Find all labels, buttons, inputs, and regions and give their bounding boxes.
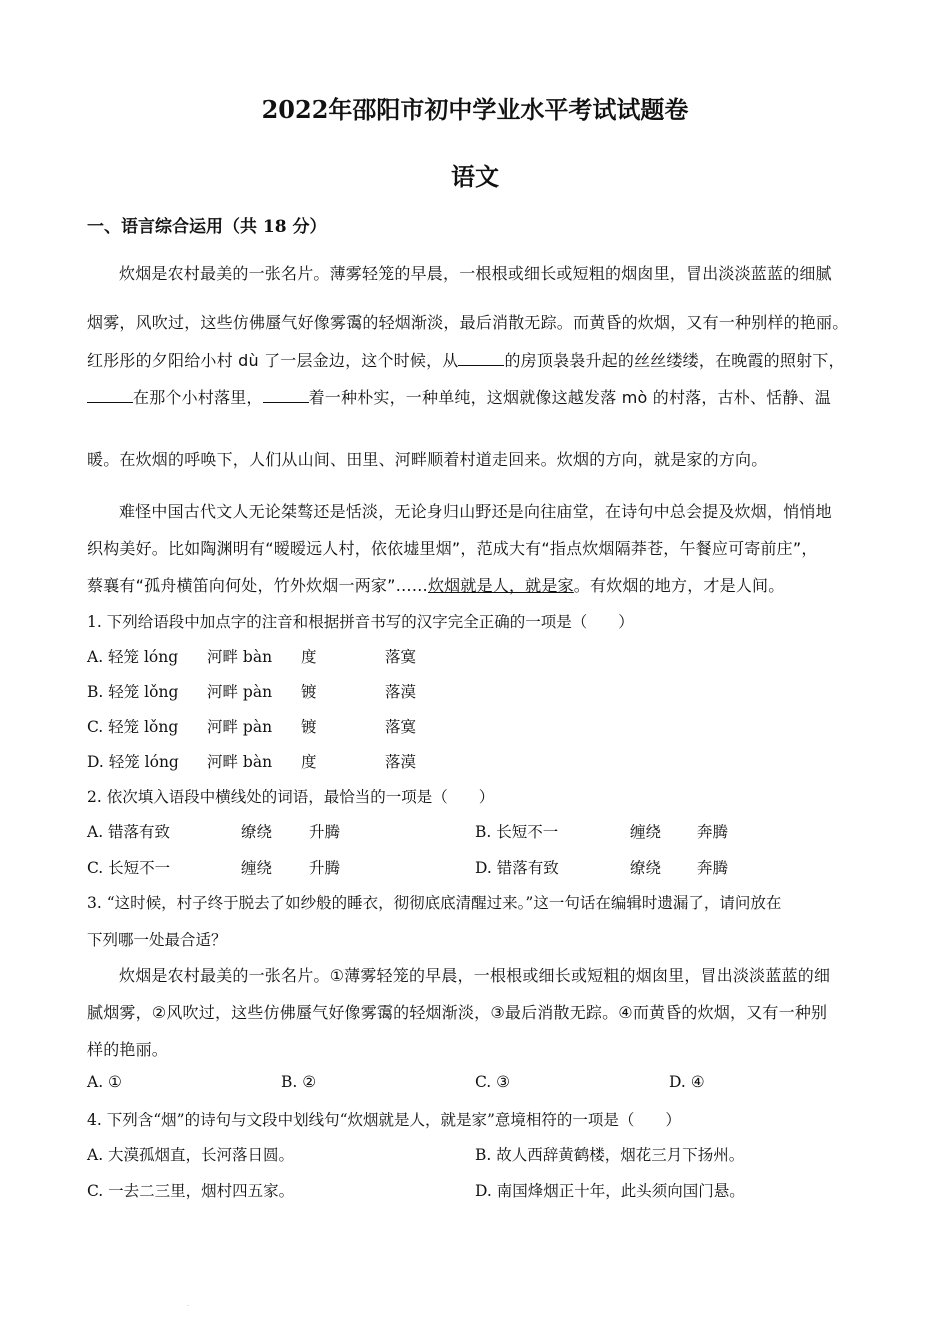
q2-option-b-item: 缠绕 [630, 823, 662, 841]
q1-option-d-item: 度 [301, 753, 317, 771]
q2-option-a[interactable]: A. 错落有致 [87, 823, 171, 841]
q2-option-d-item: 奔腾 [697, 859, 729, 877]
passage-line [87, 385, 831, 408]
q1-option-d[interactable]: D. 轻笼 lóng [87, 753, 179, 771]
passage-text: 蔡襄有“孤舟横笛向何处，竹外炊烟一两家”…… [87, 576, 428, 595]
q1-option-c-item: 镀 [301, 718, 317, 736]
passage-line [87, 348, 845, 371]
q2-option-a-item: 升腾 [309, 823, 341, 841]
section-heading: 一、语言综合运用（共 18 分） [87, 217, 327, 237]
q3-passage-line: 样的艳丽。 [87, 1040, 169, 1059]
q1-option-a-item: 河畔 bàn [207, 648, 273, 666]
question-4-stem: 4. 下列含“烟”的诗句与文段中划线句“炊烟就是人，就是家”意境相符的一项是（ ） [87, 1111, 681, 1129]
passage-line: 织构美好。比如陶渊明有“暧暧远人村，依依墟里烟”，范成大有“指点炊烟隔莽苍，午餐应可寄前庄”， [87, 539, 818, 558]
q3-passage-line: 腻烟雾，②风吹过，这些仿佛蜃气好像雾霭的轻烟渐淡，③最后消散无踪。④而黄昏的炊烟，又有一种别 [87, 1003, 828, 1022]
q1-option-b-item: 镀 [301, 683, 317, 701]
q4-option-d[interactable]: D. 南国烽烟正十年，此头须向国门悬。 [475, 1182, 745, 1200]
footer-mark: · [187, 1303, 189, 1310]
q1-option-b-item: 河畔 pàn [207, 683, 273, 701]
q1-option-a-item: 落寞 [385, 648, 417, 666]
q3-option-a[interactable]: A. ① [87, 1073, 122, 1091]
q3-option-d[interactable]: D. ④ [669, 1073, 705, 1091]
question-3-stem: 下列哪一处最合适？ [87, 931, 227, 949]
fill-blank-2 [87, 389, 133, 403]
q2-option-d[interactable]: D. 错落有致 [475, 859, 559, 877]
exam-title: 2022年邵阳市初中学业水平考试试题卷 [261, 95, 689, 124]
q4-option-b[interactable]: B. 故人西辞黄鹤楼，烟花三月下扬州。 [475, 1146, 745, 1164]
q1-option-d-item: 河畔 bàn [207, 753, 273, 771]
q1-option-c-item: 河畔 pàn [207, 718, 273, 736]
q1-option-b[interactable]: B. 轻笼 lǒng [87, 683, 179, 701]
q4-option-c[interactable]: C. 一去二三里，烟村四五家。 [87, 1182, 295, 1200]
question-3-stem: 3. “这时候，村子终于脱去了如纱般的睡衣，彻彻底底清醒过来。”这一句话在编辑时遗漏了，请问放在 [87, 894, 782, 912]
q1-option-c-item: 落寞 [385, 718, 417, 736]
q2-option-a-item: 缭绕 [241, 823, 273, 841]
passage-line: 烟雾，风吹过，这些仿佛蜃气好像雾霭的轻烟渐淡，最后消散无踪。而黄昏的炊烟，又有一种别样的艳丽。 [87, 313, 849, 332]
q3-option-c[interactable]: C. ③ [475, 1073, 511, 1091]
q1-option-b-item: 落漠 [385, 683, 417, 701]
q4-option-a[interactable]: A. 大漠孤烟直，长河落日圆。 [87, 1146, 295, 1164]
question-2-stem: 2. 依次填入语段中横线处的词语，最恰当的一项是（ ） [87, 788, 495, 806]
passage-text: 在那个小村落里， [133, 388, 263, 407]
q2-option-b[interactable]: B. 长短不一 [475, 823, 559, 841]
q1-option-d-item: 落漠 [385, 753, 417, 771]
passage-line: 暖。在炊烟的呼唤下，人们从山间、田里、河畔顺着村道走回来。炊烟的方向，就是家的方向。 [87, 450, 768, 469]
q2-option-d-item: 缭绕 [630, 859, 662, 877]
passage-line: 难怪中国古代文人无论桀骜还是恬淡，无论身归山野还是向往庙堂，在诗句中总会提及炊烟，悄悄地 [119, 502, 832, 521]
fill-blank-3 [263, 389, 309, 403]
underlined-sentence: 炊烟就是人，就是家 [427, 576, 574, 595]
passage-text: 的房顶袅袅升起的丝丝缕缕，在晚霞的照射下， [504, 351, 845, 370]
passage-text: 着一种朴实，一种单纯，这烟就像这越发落 mò 的村落，古朴、恬静、温 [308, 388, 831, 407]
passage-line: 炊烟是农村最美的一张名片。薄雾轻笼的早晨，一根根或细长或短粗的烟囱里，冒出淡淡蓝蓝的细腻 [119, 264, 832, 283]
q1-option-a[interactable]: A. 轻笼 lóng [87, 648, 179, 666]
q3-option-b[interactable]: B. ② [281, 1073, 317, 1091]
question-1-stem: 1. 下列给语段中加点字的注音和根据拼音书写的汉字完全正确的一项是（ ） [87, 613, 634, 631]
q1-option-a-item: 度 [301, 648, 317, 666]
q3-passage-line: 炊烟是农村最美的一张名片。①薄雾轻笼的早晨，一根根或细长或短粗的烟囱里，冒出淡淡蓝蓝的细 [119, 966, 831, 985]
passage-text: 红彤彤的夕阳给小村 dù 了一层金边，这个时候，从 [87, 351, 459, 370]
q2-option-c[interactable]: C. 长短不一 [87, 859, 171, 877]
subject-title: 语文 [451, 162, 499, 191]
passage-line [87, 573, 784, 596]
passage-text: 。有炊烟的地方，才是人间。 [573, 576, 785, 595]
q2-option-c-item: 升腾 [309, 859, 341, 877]
q1-option-c[interactable]: C. 轻笼 lǒng [87, 718, 179, 736]
q2-option-b-item: 奔腾 [697, 823, 729, 841]
fill-blank-1 [458, 352, 504, 366]
q2-option-c-item: 缠绕 [241, 859, 273, 877]
